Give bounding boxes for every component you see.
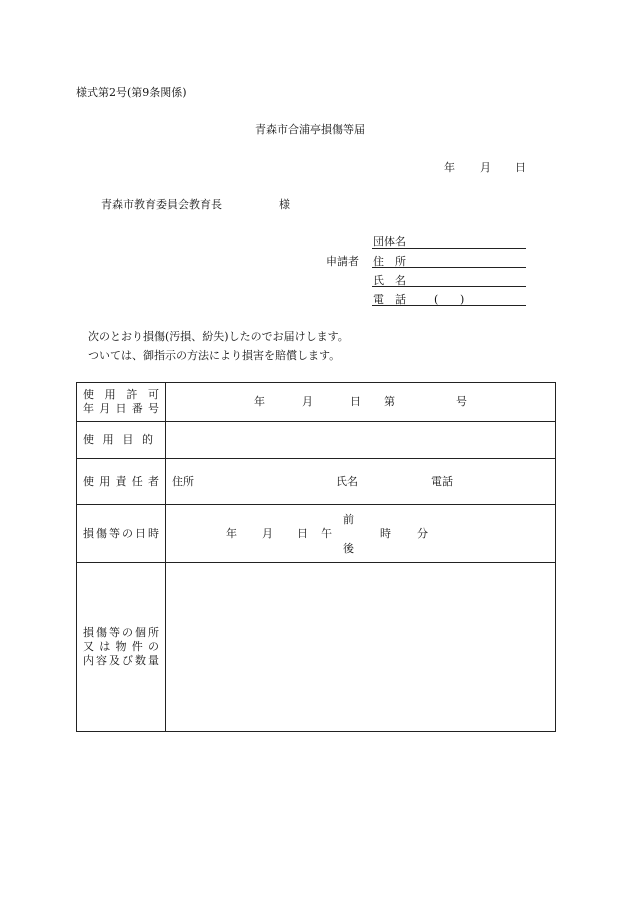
- damage-label-line2: 又 は 物 件 の: [83, 640, 159, 653]
- permit-month: 月: [302, 395, 313, 408]
- applicant-name-label: 氏 名: [373, 274, 406, 287]
- responsible-name-label: 氏名: [336, 475, 358, 488]
- applicant-label: 申請者: [326, 255, 359, 268]
- responsible-phone-label: 電話: [431, 475, 453, 488]
- report-table: [76, 382, 556, 732]
- body-line-1: 次のとおり損傷(汚損、紛失)したのでお届けします。: [88, 330, 349, 343]
- purpose-label-cell: [77, 422, 166, 459]
- phone-open-paren: (: [434, 293, 439, 306]
- permit-dai: 第: [384, 395, 395, 408]
- responsible-value-cell[interactable]: [166, 459, 556, 505]
- datetime-pm: 後: [343, 542, 354, 555]
- purpose-value-cell[interactable]: [166, 422, 556, 459]
- responsible-label: 使 用 責 任 者: [83, 474, 159, 488]
- date-day: 日: [515, 161, 526, 174]
- addressee: 青森市教育委員会教育長: [101, 198, 222, 211]
- permit-go: 号: [456, 395, 467, 408]
- permit-label-line1: 使 用 許 可: [83, 388, 159, 401]
- datetime-day: 日: [297, 527, 308, 540]
- responsible-address-label: 住所: [172, 475, 194, 488]
- permit-label-cell: [77, 383, 166, 422]
- applicant-address-field[interactable]: [372, 267, 526, 268]
- phone-close-paren: ): [460, 293, 465, 306]
- datetime-am: 前: [343, 513, 354, 526]
- form-title: 青森市合浦亭損傷等届: [255, 123, 365, 136]
- damage-value-cell[interactable]: [166, 563, 556, 732]
- permit-value-cell[interactable]: [166, 383, 556, 422]
- body-line-2: ついては、御指示の方法により損害を賠償します。: [88, 349, 341, 362]
- table-row-purpose: [77, 422, 556, 459]
- permit-day: 日: [350, 395, 361, 408]
- damage-label-cell: [77, 563, 166, 732]
- datetime-month: 月: [262, 527, 273, 540]
- table-row-datetime: [77, 505, 556, 563]
- date-month: 月: [480, 161, 491, 174]
- datetime-year: 年: [226, 527, 237, 540]
- addressee-honorific: 様: [279, 198, 290, 211]
- damage-label-line1: 損 傷 等 の 個 所: [83, 626, 159, 639]
- applicant-group-field[interactable]: [372, 248, 526, 249]
- datetime-hour: 時: [380, 527, 391, 540]
- datetime-value-cell[interactable]: [166, 505, 556, 563]
- date-year: 年: [444, 161, 455, 174]
- applicant-phone-label: 電 話: [373, 293, 406, 306]
- applicant-name-field[interactable]: [372, 286, 526, 287]
- permit-year: 年: [254, 395, 265, 408]
- damage-label-line3: 内 容 及 び 数 量: [83, 654, 159, 667]
- datetime-minute: 分: [417, 527, 428, 540]
- responsible-label-cell: [77, 459, 166, 505]
- datetime-label-cell: [77, 505, 166, 563]
- datetime-label: 損 傷 等 の 日 時: [83, 526, 159, 540]
- table-row-damage: [77, 563, 556, 732]
- applicant-address-label: 住 所: [373, 255, 406, 268]
- applicant-phone-field[interactable]: [372, 305, 526, 306]
- table-row-permit: [77, 383, 556, 422]
- table-row-responsible: [77, 459, 556, 505]
- purpose-label: 使 用 目 的: [83, 433, 153, 446]
- permit-label-line2: 年 月 日 番 号: [83, 402, 159, 415]
- datetime-go: 午: [321, 527, 332, 540]
- form-number: 様式第2号(第9条関係): [76, 86, 187, 99]
- applicant-group-label: 団体名: [373, 235, 406, 248]
